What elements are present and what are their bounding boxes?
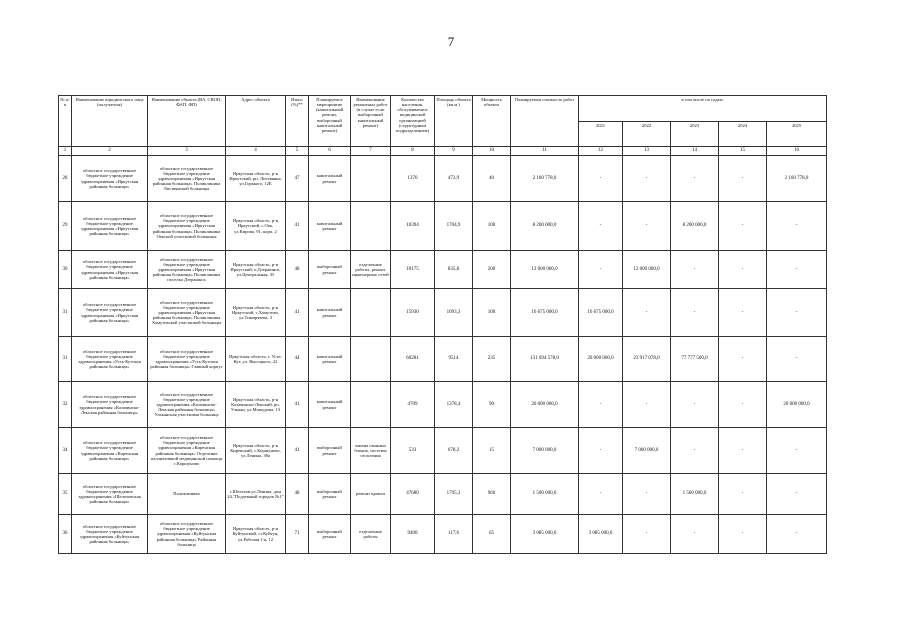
cell-2022: - (623, 156, 671, 202)
column-numbers-row (59, 147, 827, 156)
header-population: Количество населения, обслуживаемое медицинской организацией (структурным подразделением) (391, 96, 435, 147)
cell-population: 4709 (391, 382, 435, 428)
cell-2024: - (719, 474, 767, 515)
cell-holder: областное государственное бюджетное учреждение здравоохранения «Иркутская районная больница» (72, 251, 148, 289)
cell-object: областное государственное бюджетное учреждение здравоохранения «Куйтунская районная больница» Районная больница (148, 515, 226, 554)
header-area: Площадь объекта (кв.м.) (435, 96, 473, 147)
cell-2021: - (579, 156, 623, 202)
cell-wear: 41 (286, 382, 309, 428)
cell-address: Иркутская область, р-н Казачинско-Ленский, рп. Улькан, ул.Машурова, 13 (226, 382, 286, 428)
cell-area: 1378,4 (435, 382, 473, 428)
cell-2023: 77 777 500,0 (671, 337, 719, 382)
cell-2022: - (623, 474, 671, 515)
cell-wear: 41 (286, 202, 309, 251)
cell-holder: областное государственное бюджетное учреждение здравоохранения «Казачинско-Ленская районная больница» (72, 382, 148, 428)
table-row (59, 474, 827, 515)
cell-num: 35 (59, 474, 72, 515)
cell-holder: областное государственное бюджетное учреждение здравоохранения «Иркутская районная больница» (72, 289, 148, 337)
cell-cost: 2 160 778,0 (511, 156, 579, 202)
cell-num: 30 (59, 251, 72, 289)
cell-capacity: 65 (473, 515, 511, 554)
cell-holder: областное государственное бюджетное учреждение здравоохранения «Шелеховская районная больница» (72, 474, 148, 515)
cell-2024: - (719, 515, 767, 554)
column-number: 3 (148, 147, 226, 156)
header-address: Адрес объекта (226, 96, 286, 147)
column-number: 15 (719, 147, 767, 156)
cell-cost: 8 200 000,0 (511, 202, 579, 251)
cell-2021: 3 085 000,0 (579, 515, 623, 554)
header-works: Наименование ремонтных работ (в случае если выборочный капитальный ремонт) (351, 96, 391, 147)
cell-wear: 71 (286, 515, 309, 554)
cell-object: областное государственное бюджетное учреждение здравоохранения «Киренская районная больница» Отделение паллиативной медицинской помощи с.Коршуново (148, 428, 226, 474)
cell-address: Иркутская область, р-н Иркутский, с.Оек, ул.Кирова, 91, корп. 2 (226, 202, 286, 251)
objects-table (58, 95, 827, 554)
header-wear: Износ (%)** (286, 96, 309, 147)
header-num: № п/п (59, 96, 72, 147)
column-number: 16 (767, 147, 827, 156)
cell-wear: 48 (286, 251, 309, 289)
cell-object: областное государственное бюджетное учреждение здравоохранения «Иркутская районная больница» Поликлиника Хомутовской участковой больницы (148, 289, 226, 337)
column-number: 2 (72, 147, 148, 156)
cell-population: 10175 (391, 251, 435, 289)
cell-object: областное государственное бюджетное учреждение здравоохранения «Казачинско-Ленская районная больница» Ульканская участковая больница (148, 382, 226, 428)
cell-works (351, 382, 391, 428)
cell-2024: - (719, 251, 767, 289)
cell-cost: 12 000 000,0 (511, 251, 579, 289)
cell-mode: выборочный ремонт (309, 474, 351, 515)
cell-mode: капитальный ремонт (309, 289, 351, 337)
cell-works: отделочные работы, ремонт инженерных сетей (351, 251, 391, 289)
cell-works: отделочные работы (351, 515, 391, 554)
cell-2023: - (671, 289, 719, 337)
cell-capacity: 235 (473, 337, 511, 382)
cell-holder: областное государственное бюджетное учреждение здравоохранения «Усть-Кутская районная больница» (72, 337, 148, 382)
cell-wear: 41 (286, 289, 309, 337)
cell-2024: - (719, 289, 767, 337)
cell-area: 1795,3 (435, 474, 473, 515)
cell-2021: 16 675 000,0 (579, 289, 623, 337)
cell-2021: - (579, 251, 623, 289)
column-number: 7 (351, 147, 391, 156)
table-row (59, 289, 827, 337)
cell-2025: - (767, 428, 827, 474)
cell-address: Иркутская область, р-н Иркутский, п.Дзержинск, ул.Центральная, 35 (226, 251, 286, 289)
table-row (59, 156, 827, 202)
cell-area: 835,8 (435, 251, 473, 289)
cell-wear: 48 (286, 474, 309, 515)
cell-2025: - (767, 202, 827, 251)
cell-2025: 2 160 778,0 (767, 156, 827, 202)
cell-wear: 44 (286, 337, 309, 382)
cell-2023: - (671, 515, 719, 554)
cell-works (351, 337, 391, 382)
table-row (59, 251, 827, 289)
table-row (59, 428, 827, 474)
cell-2024: - (719, 337, 767, 382)
cell-2021: - (579, 428, 623, 474)
cell-num: 29 (59, 202, 72, 251)
cell-address: г.Шелехов,ул.Ленина, дом 24,"Подземный городок №1" (226, 474, 286, 515)
cell-2023: - (671, 251, 719, 289)
cell-2021: 20 000 000,0 (579, 337, 623, 382)
column-number: 14 (671, 147, 719, 156)
cell-2021: - (579, 202, 623, 251)
cell-population: 9400 (391, 515, 435, 554)
cell-2024: - (719, 156, 767, 202)
cell-mode: выборочный ремонт (309, 428, 351, 474)
cell-address: Иркутская область, р-н Иркутский, рп. Листвянка, ул.Горького, 12Б (226, 156, 286, 202)
cell-works (351, 156, 391, 202)
cell-object: областное государственное бюджетное учреждение здравоохранения «Усть-Кутская районная больница» Главный корпус (148, 337, 226, 382)
cell-2025: - (767, 515, 827, 554)
table-row (59, 515, 827, 554)
cell-num: 31 (59, 289, 72, 337)
cell-wear: 47 (286, 156, 309, 202)
cell-2023: 1 500 000,0 (671, 474, 719, 515)
cell-2022: - (623, 382, 671, 428)
cell-cost: 131 694 578,0 (511, 337, 579, 382)
column-number: 5 (286, 147, 309, 156)
cell-mode: выборочный ремонт (309, 251, 351, 289)
cell-mode: капитальный ремонт (309, 156, 351, 202)
cell-2025: - (767, 474, 827, 515)
cell-population: 533 (391, 428, 435, 474)
cell-capacity: 40 (473, 156, 511, 202)
cell-2023: - (671, 382, 719, 428)
cell-cost: 3 085 000,0 (511, 515, 579, 554)
cell-population: 60281 (391, 337, 435, 382)
header-year-2024: 2024 (719, 122, 767, 147)
table-row (59, 382, 827, 428)
cell-population: 47680 (391, 474, 435, 515)
cell-2022: - (623, 289, 671, 337)
cell-2025: 20 000 000,0 (767, 382, 827, 428)
cell-2024: - (719, 382, 767, 428)
cell-object: областное государственное бюджетное учреждение здравоохранения «Иркутская районная больница» Поликлиника Листвянской больницы (148, 156, 226, 202)
cell-2021: - (579, 382, 623, 428)
column-number: 13 (623, 147, 671, 156)
cell-area: 678,2 (435, 428, 473, 474)
cell-object: областное государственное бюджетное учреждение здравоохранения «Иркутская районная больница» Поликлиника поселка Дзержинск (148, 251, 226, 289)
cell-area: 117,6 (435, 515, 473, 554)
table-row (59, 202, 827, 251)
header-mode: Планируемое мероприятие (капитальный ремонт, выборочный капитальный ремонт) (309, 96, 351, 147)
cell-num: 31 (59, 337, 72, 382)
cell-population: 15930 (391, 289, 435, 337)
cell-address: Иркутская область, р-н Куйтунский, ст.Куйтун, ул.Рабочая 1-я, 12 (226, 515, 286, 554)
cell-address: Иркутская область, р-н Иркутский, с.Хомутово, ул.Тимирязева, 3 (226, 289, 286, 337)
cell-2023: - (671, 156, 719, 202)
cell-2024: - (719, 202, 767, 251)
column-number: 10 (473, 147, 511, 156)
page-number: 7 (447, 34, 455, 49)
cell-capacity: 100 (473, 289, 511, 337)
cell-2022: - (623, 515, 671, 554)
column-number: 12 (579, 147, 623, 156)
cell-works: замена оконных блоков, системы отопления (351, 428, 391, 474)
cell-holder: областное государственное бюджетное учреждение здравоохранения «Куйтунская районная больница» (72, 515, 148, 554)
cell-num: 36 (59, 515, 72, 554)
cell-2025: - (767, 289, 827, 337)
cell-2023: 8 200 000,0 (671, 202, 719, 251)
cell-capacity: 100 (473, 202, 511, 251)
cell-holder: областное государственное бюджетное учреждение здравоохранения «Киренская районная больница» (72, 428, 148, 474)
cell-capacity: 90 (473, 382, 511, 428)
cell-area: 1093,3 (435, 289, 473, 337)
cell-capacity: 960 (473, 474, 511, 515)
cell-mode: капитальный ремонт (309, 337, 351, 382)
table-row (59, 337, 827, 382)
cell-works (351, 202, 391, 251)
cell-capacity: 15 (473, 428, 511, 474)
cell-address: Иркутская область, р-н Киренский, с.Коршуново, ул.Ленина, 38а (226, 428, 286, 474)
cell-mode: капитальный ремонт (309, 382, 351, 428)
column-number: 9 (435, 147, 473, 156)
cell-2022: - (623, 202, 671, 251)
cell-2022: 7 000 000,0 (623, 428, 671, 474)
column-number: 11 (511, 147, 579, 156)
cell-object: областное государственное бюджетное учреждение здравоохранения «Иркутская районная больница» Поликлиника Оекской участковой больницы (148, 202, 226, 251)
cell-holder: областное государственное бюджетное учреждение здравоохранения «Иркутская районная больница» (72, 156, 148, 202)
cell-population: 1376 (391, 156, 435, 202)
cell-works (351, 289, 391, 337)
cell-cost: 7 000 000,0 (511, 428, 579, 474)
column-number: 6 (309, 147, 351, 156)
cell-wear: 41 (286, 428, 309, 474)
cell-2022: 12 000 000,0 (623, 251, 671, 289)
cell-2023: - (671, 428, 719, 474)
header-year-2022: 2022 (623, 122, 671, 147)
cell-mode: выборочный ремонт (309, 515, 351, 554)
cell-cost: 20 000 000,0 (511, 382, 579, 428)
column-number: 8 (391, 147, 435, 156)
cell-cost: 1 500 000,0 (511, 474, 579, 515)
cell-2025: - (767, 251, 827, 289)
header-holder: Наименование юридического лица (получателя) (72, 96, 148, 147)
cell-area: 1704,9 (435, 202, 473, 251)
cell-population: 10394 (391, 202, 435, 251)
cell-capacity: 200 (473, 251, 511, 289)
header-object: Наименование объекта (ВА, СВОП, ФАП, ФП) (148, 96, 226, 147)
cell-cost: 16 675 000,0 (511, 289, 579, 337)
column-number: 1 (59, 147, 72, 156)
cell-num: 32 (59, 382, 72, 428)
cell-num: 28 (59, 156, 72, 202)
header-cost: Планируемая стоимость работ (511, 96, 579, 147)
cell-works: ремонт кровли (351, 474, 391, 515)
cell-object: Поликлиника (148, 474, 226, 515)
header-capacity: Мощность объекта (473, 96, 511, 147)
cell-2021: - (579, 474, 623, 515)
cell-holder: областное государственное бюджетное учреждение здравоохранения «Иркутская районная больница» (72, 202, 148, 251)
cell-2024: - (719, 428, 767, 474)
cell-area: 473,9 (435, 156, 473, 202)
cell-address: Иркутская область, г. Усть-Кут, ул. Высоцкого, 22 (226, 337, 286, 382)
cell-2025: - (767, 337, 827, 382)
cell-mode: капитальный ремонт (309, 202, 351, 251)
header-year-2025: 2025 (767, 122, 827, 147)
header-year-2023: 2023 (671, 122, 719, 147)
header-by-years: в том числе по годам: (579, 96, 827, 122)
cell-num: 34 (59, 428, 72, 474)
cell-area: 9514 (435, 337, 473, 382)
cell-2022: 23 917 078,0 (623, 337, 671, 382)
header-year-2021: 2021 (579, 122, 623, 147)
column-number: 4 (226, 147, 286, 156)
